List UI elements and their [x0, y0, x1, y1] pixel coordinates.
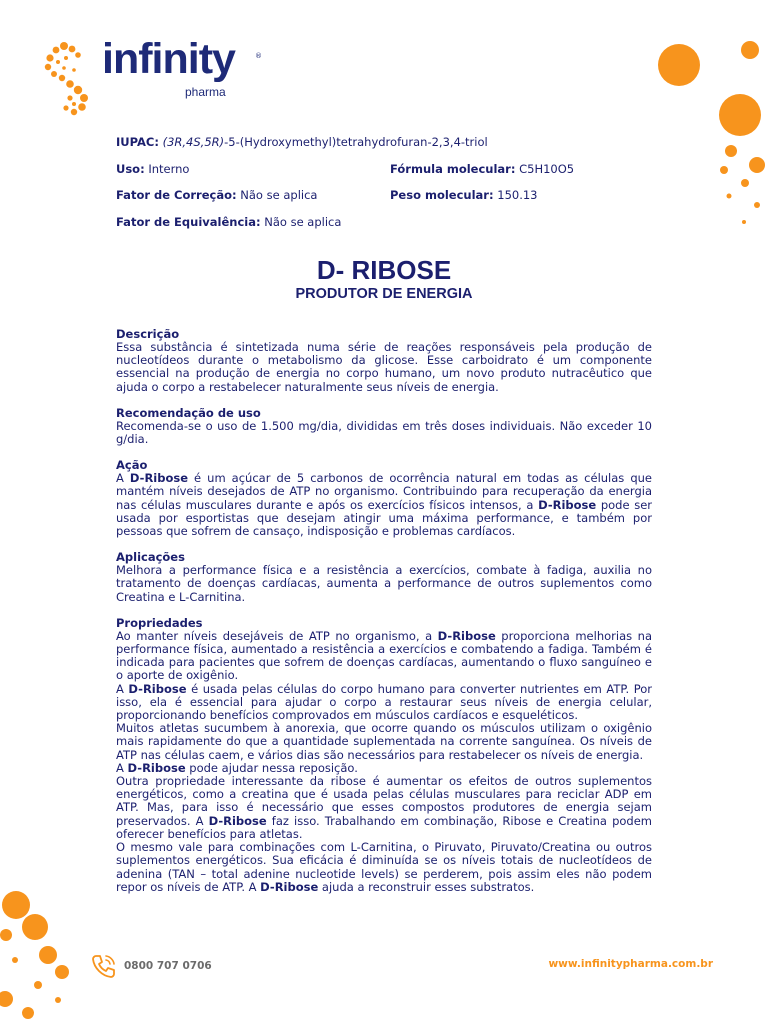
formula-label: Fórmula molecular: [390, 162, 516, 176]
product-name: D-Ribose [208, 813, 267, 828]
page-title: D- RIBOSE [316, 255, 452, 285]
section-text: Melhora a performance física e a resistência a exercícios, combate à fadiga, auxilia no tratamento de doenças cardíacas, aumenta a performance de outros suplementos como Creatina e L-Carnitina. [116, 563, 652, 604]
fator-correcao-value: Não se aplica [240, 188, 318, 202]
section-title: Recomendação de uso [116, 405, 261, 420]
section-text: Essa substância é sintetizada numa série de reações responsáveis pela produção de nucleotídeos durante o metabolismo da glicose. Esse carboidrato é um componente essencial na produção de energia no corpo humano, um novo produto nutracêutico que ajuda o corpo a restabelecer naturalmente seus níveis de energia. [116, 340, 652, 394]
phone-icon [90, 952, 118, 980]
paragraph: A D-Ribose pode ajudar nessa reposição. [116, 760, 358, 775]
product-name: D-Ribose [127, 760, 186, 775]
section-acao [116, 459, 652, 538]
page-subtitle: PRODUTOR DE ENERGIA [295, 286, 473, 302]
formula-line [390, 162, 574, 176]
peso-value: 150.13 [497, 188, 538, 202]
fator-equiv-label: Fator de Equivalência: [116, 215, 261, 229]
fator-equiv-value: Não se aplica [264, 215, 342, 229]
iupac-line [116, 135, 488, 149]
product-name: D-Ribose [437, 628, 496, 643]
document-body [116, 328, 652, 907]
registered-mark: ® [255, 52, 262, 60]
paragraph: Ao manter níveis desejáveis de ATP no organismo, a D-Ribose proporciona melhorias na performance física, aumentado a resistência a exercícios e combatendo a fadiga. Também é indicada para pacientes que sofrem de doenças cardíacas, aumentando o fluxo sanguíneo e o aporte de oxigênio. [116, 628, 652, 683]
brand-logo [44, 35, 274, 110]
section-descricao [116, 328, 652, 394]
fator-correcao-label: Fator de Correção: [116, 188, 237, 202]
section-title: Aplicações [116, 550, 185, 565]
peso-label: Peso molecular: [390, 188, 494, 202]
section-title: Propriedades [116, 615, 203, 630]
brand-name: infinity [102, 35, 235, 83]
section-propriedades [116, 617, 652, 894]
paragraph: Muitos atletas sucumbem à anorexia, que ocorre quando os músculos utilizam o oxigênio mais rapidamente do que a quantidade suplementada na corrente sanguínea. Os níveis de ATP nas células caem, e vários dias são necessários para restabelecer os níveis de energia. [116, 721, 652, 762]
logo-dots-icon [44, 40, 104, 116]
iupac-stereo: (3R,4S,5R) [162, 135, 225, 149]
fator-correcao-line [116, 188, 317, 202]
section-title: Ação [116, 458, 148, 473]
formula-value: C5H10O5 [519, 162, 575, 176]
uso-label: Uso: [116, 162, 145, 176]
section-recomendacao [116, 407, 652, 446]
iupac-value: -5-(Hydroxymethyl)tetrahydrofuran-2,3,4-triol [224, 135, 488, 149]
product-name: D-Ribose [129, 471, 189, 486]
paragraph: Outra propriedade interessante da ribose é aumentar os efeitos de outros suplementos energéticos, como a creatina que é usada pelas células musculares para reciclar ADP em ATP. Mas, para isso é necessário que esses compostos produtores de energia sejam preservados. A D-Ribose faz isso. Trabalhando em combinação, Ribose e Creatina podem oferecer benefícios para atletas. [116, 774, 652, 841]
fator-equiv-line [116, 215, 341, 229]
peso-line [390, 188, 538, 202]
paragraph: A D-Ribose é usada pelas células do corpo humano para converter nutrientes em ATP. Por isso, ela é essencial para ajudar o corpo a restaurar seus níveis de energia celular, proporcionando benefícios comprovados em músculos cardíacos e esqueléticos. [116, 681, 652, 723]
footer-phone: 0800 707 0706 [124, 960, 212, 972]
paragraph: O mesmo vale para combinações com L-Carnitina, o Piruvato, Piruvato/Creatina ou outros suplementos energéticos. Sua eficácia é diminuída se os níveis totais de nucleotídeos de adenina (TAN – total adenine nucleotide levels) se perderem, pois assim eles não podem repor os níveis de ATP. A D-Ribose ajuda a reconstruir esses substratos. [116, 840, 652, 894]
section-text: A D-Ribose é um açúcar de 5 carbonos de ocorrência natural em todas as células que mantém níveis desejados de ATP no organismo. Contribuindo para recuperação da energia nas células musculares durante e após os exercícios físicos intensos, a D-Ribose pode ser usada por esportistas que desejam atingir uma máxima performance, e também por pessoas que sofrem de cansaço, indisposição e problemas cardíacos. [116, 471, 652, 539]
product-name: D-Ribose [538, 497, 597, 512]
product-name: D-Ribose [128, 681, 187, 696]
brand-sub: pharma [185, 85, 226, 99]
uso-line [116, 162, 189, 176]
section-aplicacoes [116, 551, 652, 604]
product-name: D-Ribose [260, 879, 319, 894]
section-title: Descrição [116, 327, 180, 341]
section-text: Recomenda-se o uso de 1.500 mg/dia, divididas em três doses individuais. Não exceder 10 g/dia. [116, 418, 652, 447]
uso-value: Interno [148, 162, 190, 176]
footer-website-link[interactable]: www.infinitypharma.com.br [548, 958, 713, 970]
iupac-label: IUPAC: [116, 135, 159, 149]
